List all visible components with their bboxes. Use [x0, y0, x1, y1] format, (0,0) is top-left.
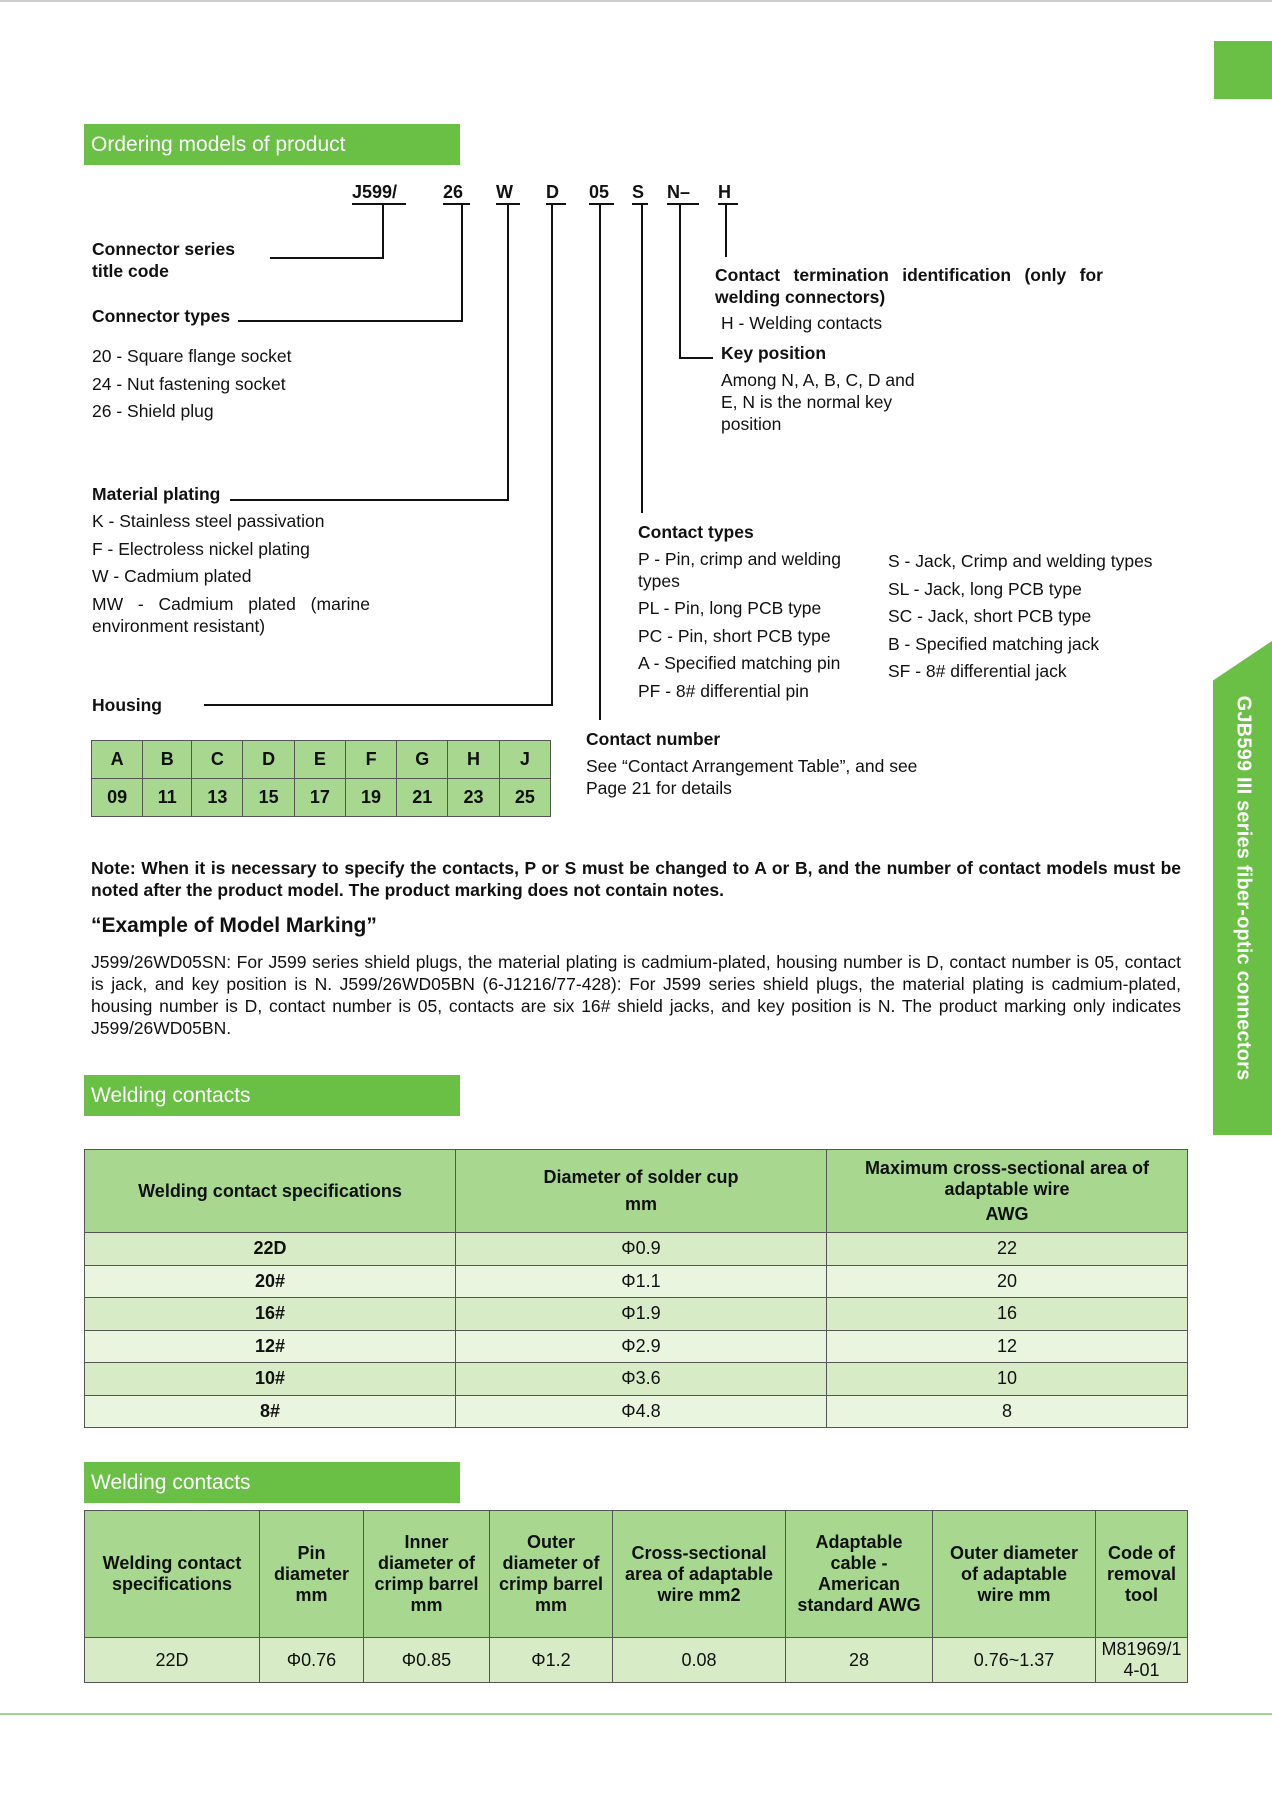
table-row — [85, 1395, 1188, 1428]
column-header — [827, 1150, 1188, 1233]
column-header: Welding contact specifications — [85, 1150, 456, 1233]
table-cell: Φ0.9 — [456, 1233, 827, 1266]
table-cell: Φ1.1 — [456, 1265, 827, 1298]
leader-line — [641, 205, 643, 513]
table-row — [85, 1298, 1188, 1331]
code-housing: D — [546, 182, 566, 205]
termination-label: Contact termination identification (only for welding connectors) — [715, 265, 1103, 307]
table-cell: Φ3.6 — [456, 1363, 827, 1396]
code-series: J599/ — [352, 182, 406, 205]
table-cell: 22D — [85, 1233, 456, 1266]
housing-letter: A — [92, 741, 143, 779]
housing-number: 17 — [294, 779, 345, 817]
material-plating-label: Material plating — [92, 484, 221, 504]
leader-line — [270, 257, 384, 259]
table-cell: 28 — [786, 1638, 933, 1683]
housing-number: 15 — [243, 779, 294, 817]
table-header-row — [85, 1150, 1188, 1233]
table-row — [85, 1265, 1188, 1298]
leader-line — [551, 205, 553, 706]
list-item: P - Pin, crimp and welding types — [638, 549, 841, 591]
table-cell: 10 — [827, 1363, 1188, 1396]
welding-section-title-2: Welding contacts — [84, 1462, 460, 1503]
contact-types-left — [638, 548, 876, 707]
list-item: W - Cadmium plated — [92, 566, 252, 586]
key-position-desc: Among N, A, B, C, D and E, N is the normal key position — [721, 370, 915, 434]
list-item: A - Specified matching pin — [638, 653, 841, 673]
housing-letter: D — [243, 741, 294, 779]
housing-letter-row — [92, 741, 551, 779]
top-rule — [0, 0, 1272, 2]
table-row — [85, 1363, 1188, 1396]
housing-table — [91, 740, 551, 817]
table-cell: Φ4.8 — [456, 1395, 827, 1428]
table-cell: M81969/1 4-01 — [1096, 1638, 1188, 1683]
column-header: Outer diameter of crimp barrel mm — [490, 1511, 613, 1638]
column-header: Cross-sectional area of adaptable wire mm2 — [613, 1511, 786, 1638]
column-header: Outer diameter of adaptable wire mm — [933, 1511, 1096, 1638]
table-cell: 12# — [85, 1330, 456, 1363]
leader-line — [679, 357, 713, 359]
connector-types-list — [92, 343, 291, 426]
housing-number: 19 — [345, 779, 396, 817]
list-item: SL - Jack, long PCB type — [888, 578, 1082, 599]
code-material: W — [496, 182, 520, 205]
table-cell: Φ0.76 — [260, 1638, 364, 1683]
contact-types-right — [888, 548, 1153, 686]
connector-types-label: Connector types — [92, 306, 231, 326]
code-contact-type: S — [632, 182, 648, 205]
series-title-label: Connector series title code — [92, 239, 235, 281]
table-cell: Φ2.9 — [456, 1330, 827, 1363]
corner-tab — [1214, 41, 1272, 99]
example-text: J599/26WD05SN: For J599 series shield plugs, the material plating is cadmium-plated, housing number is D, contact number is 05, contact is jack, and key position is N. J599/26WD05BN (6-J1216/77-428): For J599 series shield plugs, the material plating is cadmium-plated, housing number is D, contact number is 05, contacts are six 16# shield jacks, and key position is N. The product marking only indicates J599/26WD05BN. — [91, 952, 1181, 1038]
table-cell: 16# — [85, 1298, 456, 1331]
code-contact-number: 05 — [589, 182, 614, 205]
table-cell: 22D — [85, 1638, 260, 1683]
code-type: 26 — [443, 182, 470, 205]
housing-letter: J — [499, 741, 550, 779]
table-cell: Φ1.2 — [490, 1638, 613, 1683]
code-key: N– — [667, 182, 699, 205]
list-item: F - Electroless nickel plating — [92, 538, 310, 559]
column-header: Inner diameter of crimp barrel mm — [364, 1511, 490, 1638]
table-cell: 22 — [827, 1233, 1188, 1266]
leader-line — [382, 205, 384, 259]
column-header-unit: AWG — [985, 1203, 1029, 1224]
table-cell: 12 — [827, 1330, 1188, 1363]
leader-line — [461, 205, 463, 322]
housing-number-row — [92, 779, 551, 817]
table-cell: 0.76~1.37 — [933, 1638, 1096, 1683]
welding-section-title-1: Welding contacts — [84, 1075, 460, 1116]
example-title: “Example of Model Marking” — [91, 914, 377, 937]
leader-line — [507, 205, 509, 501]
housing-letter: F — [345, 741, 396, 779]
list-item: 26 - Shield plug — [92, 401, 214, 421]
note-text: Note: When it is necessary to specify the contacts, P or S must be changed to A or B, and the number of contact models must be noted after the product model. The product marking does not contain notes. — [91, 858, 1181, 900]
housing-letter: G — [397, 741, 448, 779]
list-item: SF - 8# differential jack — [888, 661, 1067, 681]
list-item: PF - 8# differential pin — [638, 680, 809, 701]
leader-line — [725, 205, 727, 257]
table-cell: 8 — [827, 1395, 1188, 1428]
code-termination: H — [718, 182, 738, 205]
welding-table-1 — [84, 1149, 1188, 1428]
contact-types-label: Contact types — [638, 522, 754, 542]
leader-line — [238, 320, 463, 322]
list-item: B - Specified matching jack — [888, 633, 1100, 654]
leader-line — [230, 499, 509, 501]
column-header: Pin diameter mm — [260, 1511, 364, 1638]
column-header-title: Diameter of solder cup — [543, 1167, 739, 1187]
list-item: PC - Pin, short PCB type — [638, 625, 831, 646]
leader-line — [204, 704, 553, 706]
table-row — [85, 1330, 1188, 1363]
bottom-rule — [0, 1713, 1272, 1715]
column-header-title: Maximum cross-sectional area of adaptable wire — [864, 1157, 1150, 1199]
table-cell: 20 — [827, 1265, 1188, 1298]
table-cell: Φ1.9 — [456, 1298, 827, 1331]
ordering-section-title: Ordering models of product — [84, 124, 460, 165]
table-cell: 0.08 — [613, 1638, 786, 1683]
table-row — [85, 1233, 1188, 1266]
leader-line — [599, 205, 601, 720]
material-plating-list — [92, 510, 370, 637]
table-cell: Φ0.85 — [364, 1638, 490, 1683]
table-cell: 20# — [85, 1265, 456, 1298]
housing-number: 09 — [92, 779, 143, 817]
column-header: Code of removal tool — [1096, 1511, 1188, 1638]
housing-letter: E — [294, 741, 345, 779]
list-item: 24 - Nut fastening socket — [92, 373, 286, 394]
contact-number-label: Contact number — [586, 729, 721, 749]
housing-letter: B — [143, 741, 192, 779]
housing-label: Housing — [92, 695, 162, 715]
table-cell: 10# — [85, 1363, 456, 1396]
list-item: K - Stainless steel passivation — [92, 511, 325, 531]
list-item: S - Jack, Crimp and welding types — [888, 551, 1153, 571]
housing-letter: H — [448, 741, 499, 779]
column-header-unit: mm — [624, 1194, 657, 1214]
list-item: PL - Pin, long PCB type — [638, 598, 822, 618]
column-header: Adaptable cable - American standard AWG — [786, 1511, 933, 1638]
contact-number-desc: See “Contact Arrangement Table”, and see Page 21 for details — [586, 756, 918, 798]
column-header — [456, 1150, 827, 1233]
housing-number: 11 — [143, 779, 192, 817]
table-header-row — [85, 1511, 1188, 1638]
list-item: SC - Jack, short PCB type — [888, 606, 1092, 626]
key-position-label: Key position — [721, 343, 827, 363]
list-item: 20 - Square flange socket — [92, 346, 292, 366]
housing-number: 21 — [397, 779, 448, 817]
list-item: MW - Cadmium plated (marine environment resistant) — [92, 593, 370, 636]
termination-desc: H - Welding contacts — [721, 313, 883, 333]
table-cell: 8# — [85, 1395, 456, 1428]
column-header: Welding contact specifications — [85, 1511, 260, 1638]
housing-letter: C — [192, 741, 243, 779]
housing-number: 25 — [499, 779, 550, 817]
welding-table-2 — [84, 1510, 1188, 1683]
table-cell: 16 — [827, 1298, 1188, 1331]
table-row — [85, 1638, 1188, 1683]
housing-number: 23 — [448, 779, 499, 817]
side-ribbon-text: GJB599 III series fiber-optic connectors — [1232, 695, 1255, 1081]
leader-line — [679, 205, 681, 359]
housing-number: 13 — [192, 779, 243, 817]
